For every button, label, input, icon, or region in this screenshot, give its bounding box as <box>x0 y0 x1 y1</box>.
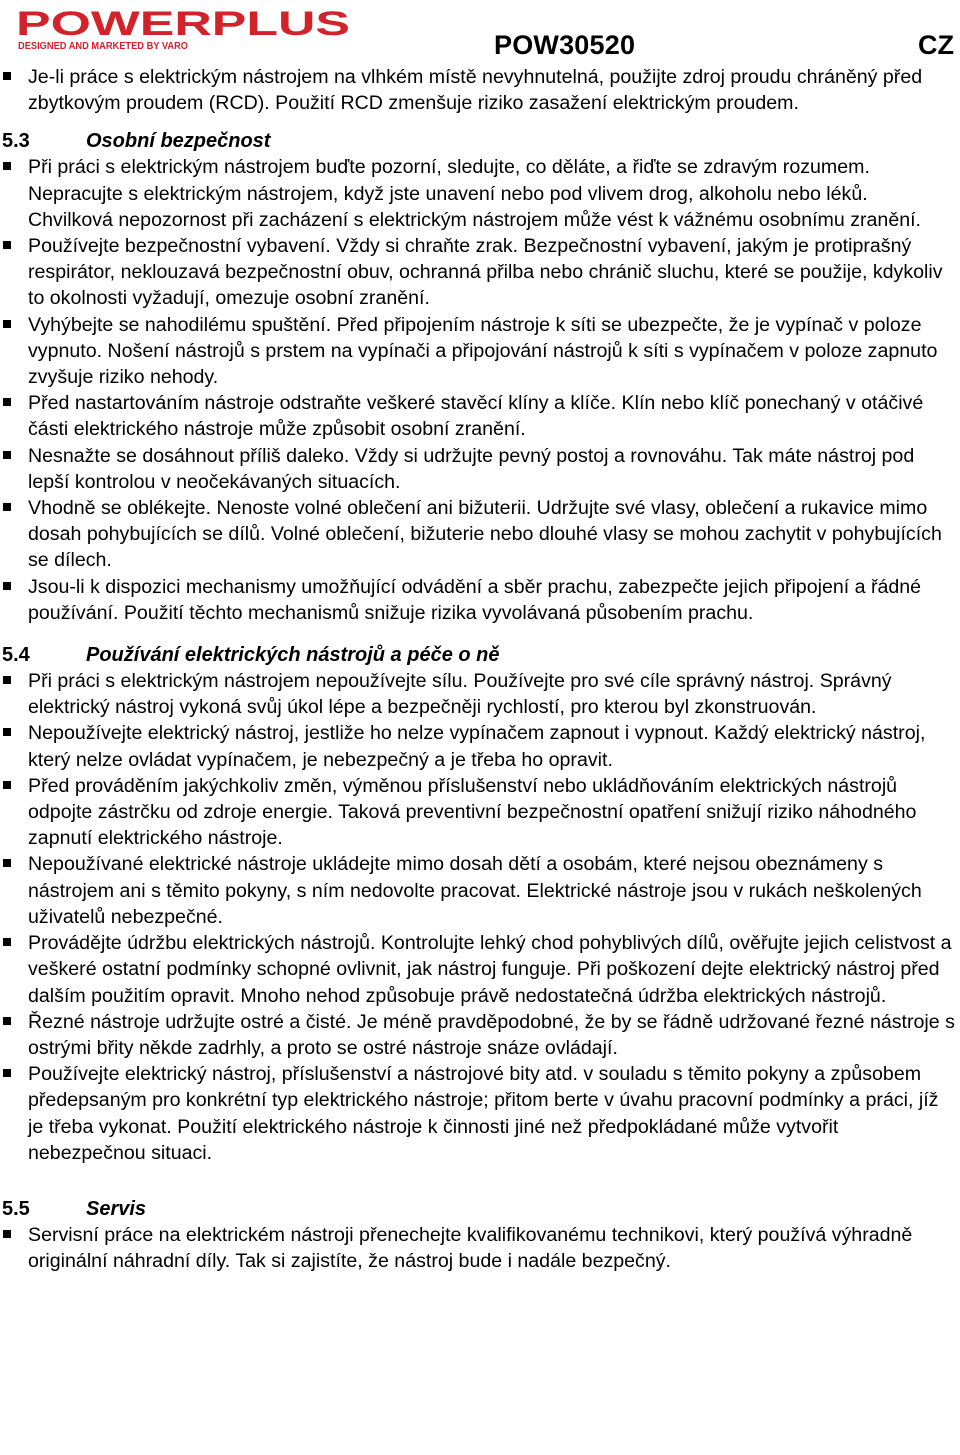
bullet-item <box>0 668 958 720</box>
bullet-text: Nepoužívané elektrické nástroje ukládejte mimo dosah dětí a osobám, které nejsou obeznámeny s nástrojem ani s těmito pokyny, s ním nedovolte pracovat. Elektrické nástroje jsou v rukách neškolených uživatelů nebezpečné. <box>28 853 928 928</box>
bullet-item <box>0 443 958 495</box>
bullet-square-icon <box>3 938 11 946</box>
bullet-item <box>0 495 958 574</box>
bullet-item <box>0 773 958 852</box>
section-heading <box>0 642 958 668</box>
bullet-text: Používejte bezpečnostní vybavení. Vždy si chraňte zrak. Bezpečnostní vybavení, jakým je protiprašný respirátor, neklouzavá bezpečnostní obuv, ochranná přilba nebo chránič sluchu, které se použije, kdykoliv to okolnosti vyžadují, omezuje osobní zranění. <box>28 235 948 310</box>
bullet-item <box>0 930 958 1009</box>
bullet-text: Nesnažte se dosáhnout příliš daleko. Vždy si udržujte pevný postoj a rovnováhu. Tak máte nástroj pod lepší kontrolou v neočekávaných situacích. <box>28 444 920 493</box>
bullet-item <box>0 312 958 391</box>
document-body <box>0 64 958 1274</box>
spacer <box>0 1166 958 1196</box>
bullet-item <box>0 64 958 116</box>
section-heading <box>0 128 958 154</box>
page-header <box>0 0 960 64</box>
bullet-square-icon <box>3 1017 11 1025</box>
bullet-item <box>0 851 958 930</box>
svg-text:DESIGNED AND MARKETED BY VARO: DESIGNED AND MARKETED BY VARO <box>18 41 189 52</box>
bullet-text: Při práci s elektrickým nástrojem buďte pozorní, sledujte, co děláte, a řiďte se zdravým rozumem. Nepracujte s elektrickým nástrojem, když jste unavení nebo pod vlivem drog, alkoholu nebo léků. Chvilková nepozornost při zacházení s elektrickým nástrojem může vést k vážnému osobnímu zranění. <box>28 156 921 231</box>
bullet-text: Jsou-li k dispozici mechanismy umožňující odvádění a sběr prachu, zabezpečte jejich připojení a řádné používání. Použití těchto mechanismů snižuje rizika vyvolávaná působením prachu. <box>28 575 927 624</box>
bullet-square-icon <box>3 1230 11 1238</box>
logo-graphic <box>16 8 356 52</box>
bullet-square-icon <box>3 241 11 249</box>
section-number: 5.4 <box>2 644 30 667</box>
spacer <box>0 626 958 642</box>
section-title: Osobní bezpečnost <box>86 130 271 153</box>
language-code: CZ <box>918 30 954 60</box>
bullet-item <box>0 1009 958 1061</box>
svg-text:POWERPLUS: POWERPLUS <box>16 8 350 43</box>
bullet-item <box>0 720 958 772</box>
bullet-item <box>0 390 958 442</box>
bullet-text: Nepoužívejte elektrický nástroj, jestliže ho nelze vypínačem zapnout i vypnout. Každý elektrický nástroj, který nelze ovládat vypínačem, je nebezpečný a je třeba ho opravit. <box>28 722 931 771</box>
section-number: 5.3 <box>2 130 30 153</box>
bullet-item <box>0 154 958 233</box>
bullet-item <box>0 233 958 312</box>
bullet-square-icon <box>3 728 11 736</box>
bullet-square-icon <box>3 503 11 511</box>
bullet-square-icon <box>3 398 11 406</box>
bullet-text: Před prováděním jakýchkoliv změn, výměnou příslušenství nebo ukládňováním elektrických nástrojů odpojte zástrčku od zdroje energie. Taková preventivní bezpečnostní opatření snižují riziko náhodného zapnutí elektrického nástroje. <box>28 774 922 850</box>
bullet-text: Vyhýbejte se nahodilému spuštění. Před připojením nástroje k síti se ubezpečte, že je vypínač v poloze vypnuto. Nošení nástrojů s prstem na vypínači a připojování nástrojů k síti s vypínačem v poloze zapnuto zvyšuje riziko nehody. <box>28 313 943 389</box>
bullet-text: Před nastartováním nástroje odstraňte veškeré stavěcí klíny a klíče. Klín nebo klíč ponechaný v otáčivé části elektrického nástroje může způsobit osobní zranění. <box>28 392 929 441</box>
section-title: Používání elektrických nástrojů a péče o ně <box>86 644 500 667</box>
bullet-square-icon <box>3 676 11 684</box>
bullet-square-icon <box>3 451 11 459</box>
bullet-item <box>0 1222 958 1274</box>
bullet-text: Servisní práce na elektrickém nástroji přenechejte kvalifikovanému technikovi, který používá výhradně originální náhradní díly. Tak si zajistíte, že nástroj bude i nadále bezpečný. <box>28 1223 918 1273</box>
bullet-square-icon <box>3 72 11 80</box>
section-number: 5.5 <box>2 1197 30 1220</box>
bullet-text: Používejte elektrický nástroj, příslušenství a nástrojové bity atd. v souladu s těmito pokyny a způsobem předepsaným pro konkrétní typ elektrického nástroje; přitom berte v úvahu pracovní podmínky a práci, jíž je třeba vykonat. Použití elektrického nástroje k činnosti jiné než předpokládané může vytvořit nebezpečnou situaci. <box>28 1063 944 1164</box>
bullet-square-icon <box>3 162 11 170</box>
bullet-square-icon <box>3 582 11 590</box>
bullet-text: Provádějte údržbu elektrických nástrojů. Kontrolujte lehký chod pohyblivých dílů, ověřujte jejich celistvost a veškeré ostatní podmínky schopné ovlivnit, jak nástroj funguje. Při poškození dejte elektrický nástroj před dalším použitím opravit. Mnoho nehod způsobuje právě nedostatečná údržba elektrických nástrojů. <box>28 932 958 1007</box>
bullet-square-icon <box>3 781 11 789</box>
bullet-text: Při práci s elektrickým nástrojem nepoužívejte sílu. Používejte pro své cíle správný nástroj. Správný elektrický nástroj vykoná svůj úkol lépe a bezpečněji rychlostí, pro kterou byl zkonstruován. <box>28 670 898 719</box>
bullet-text: Je-li práce s elektrickým nástrojem na vlhkém místě nevyhnutelná, použijte zdroj proudu chráněný před zbytkovým proudem (RCD). Použití RCD zmenšuje riziko zasažení elektrickým proudem. <box>28 66 928 115</box>
spacer <box>0 116 958 128</box>
bullet-square-icon <box>3 1069 11 1077</box>
section-title: Servis <box>86 1197 147 1220</box>
bullet-text: Řezné nástroje udržujte ostré a čisté. Je méně pravděpodobné, že by se řádně udržované řezné nástroje s ostrými břity někde zadrhly, a proto se ostré nástroje snáze ovládají. <box>28 1010 960 1059</box>
bullet-item <box>0 1061 958 1166</box>
model-number: POW30520 <box>494 30 636 60</box>
bullet-square-icon <box>3 859 11 867</box>
bullet-text: Vhodně se oblékejte. Nenoste volné oblečení ani bižuterii. Udržujte své vlasy, oblečení a rukavice mimo dosah pohybujících se dílů. Volné oblečení, bižuterie nebo dlouhé vlasy se mohou zachytit v pohybujících se dílech. <box>28 497 948 572</box>
powerplus-logo <box>16 8 356 52</box>
section-heading <box>0 1196 958 1222</box>
bullet-item <box>0 574 958 626</box>
bullet-square-icon <box>3 320 11 328</box>
